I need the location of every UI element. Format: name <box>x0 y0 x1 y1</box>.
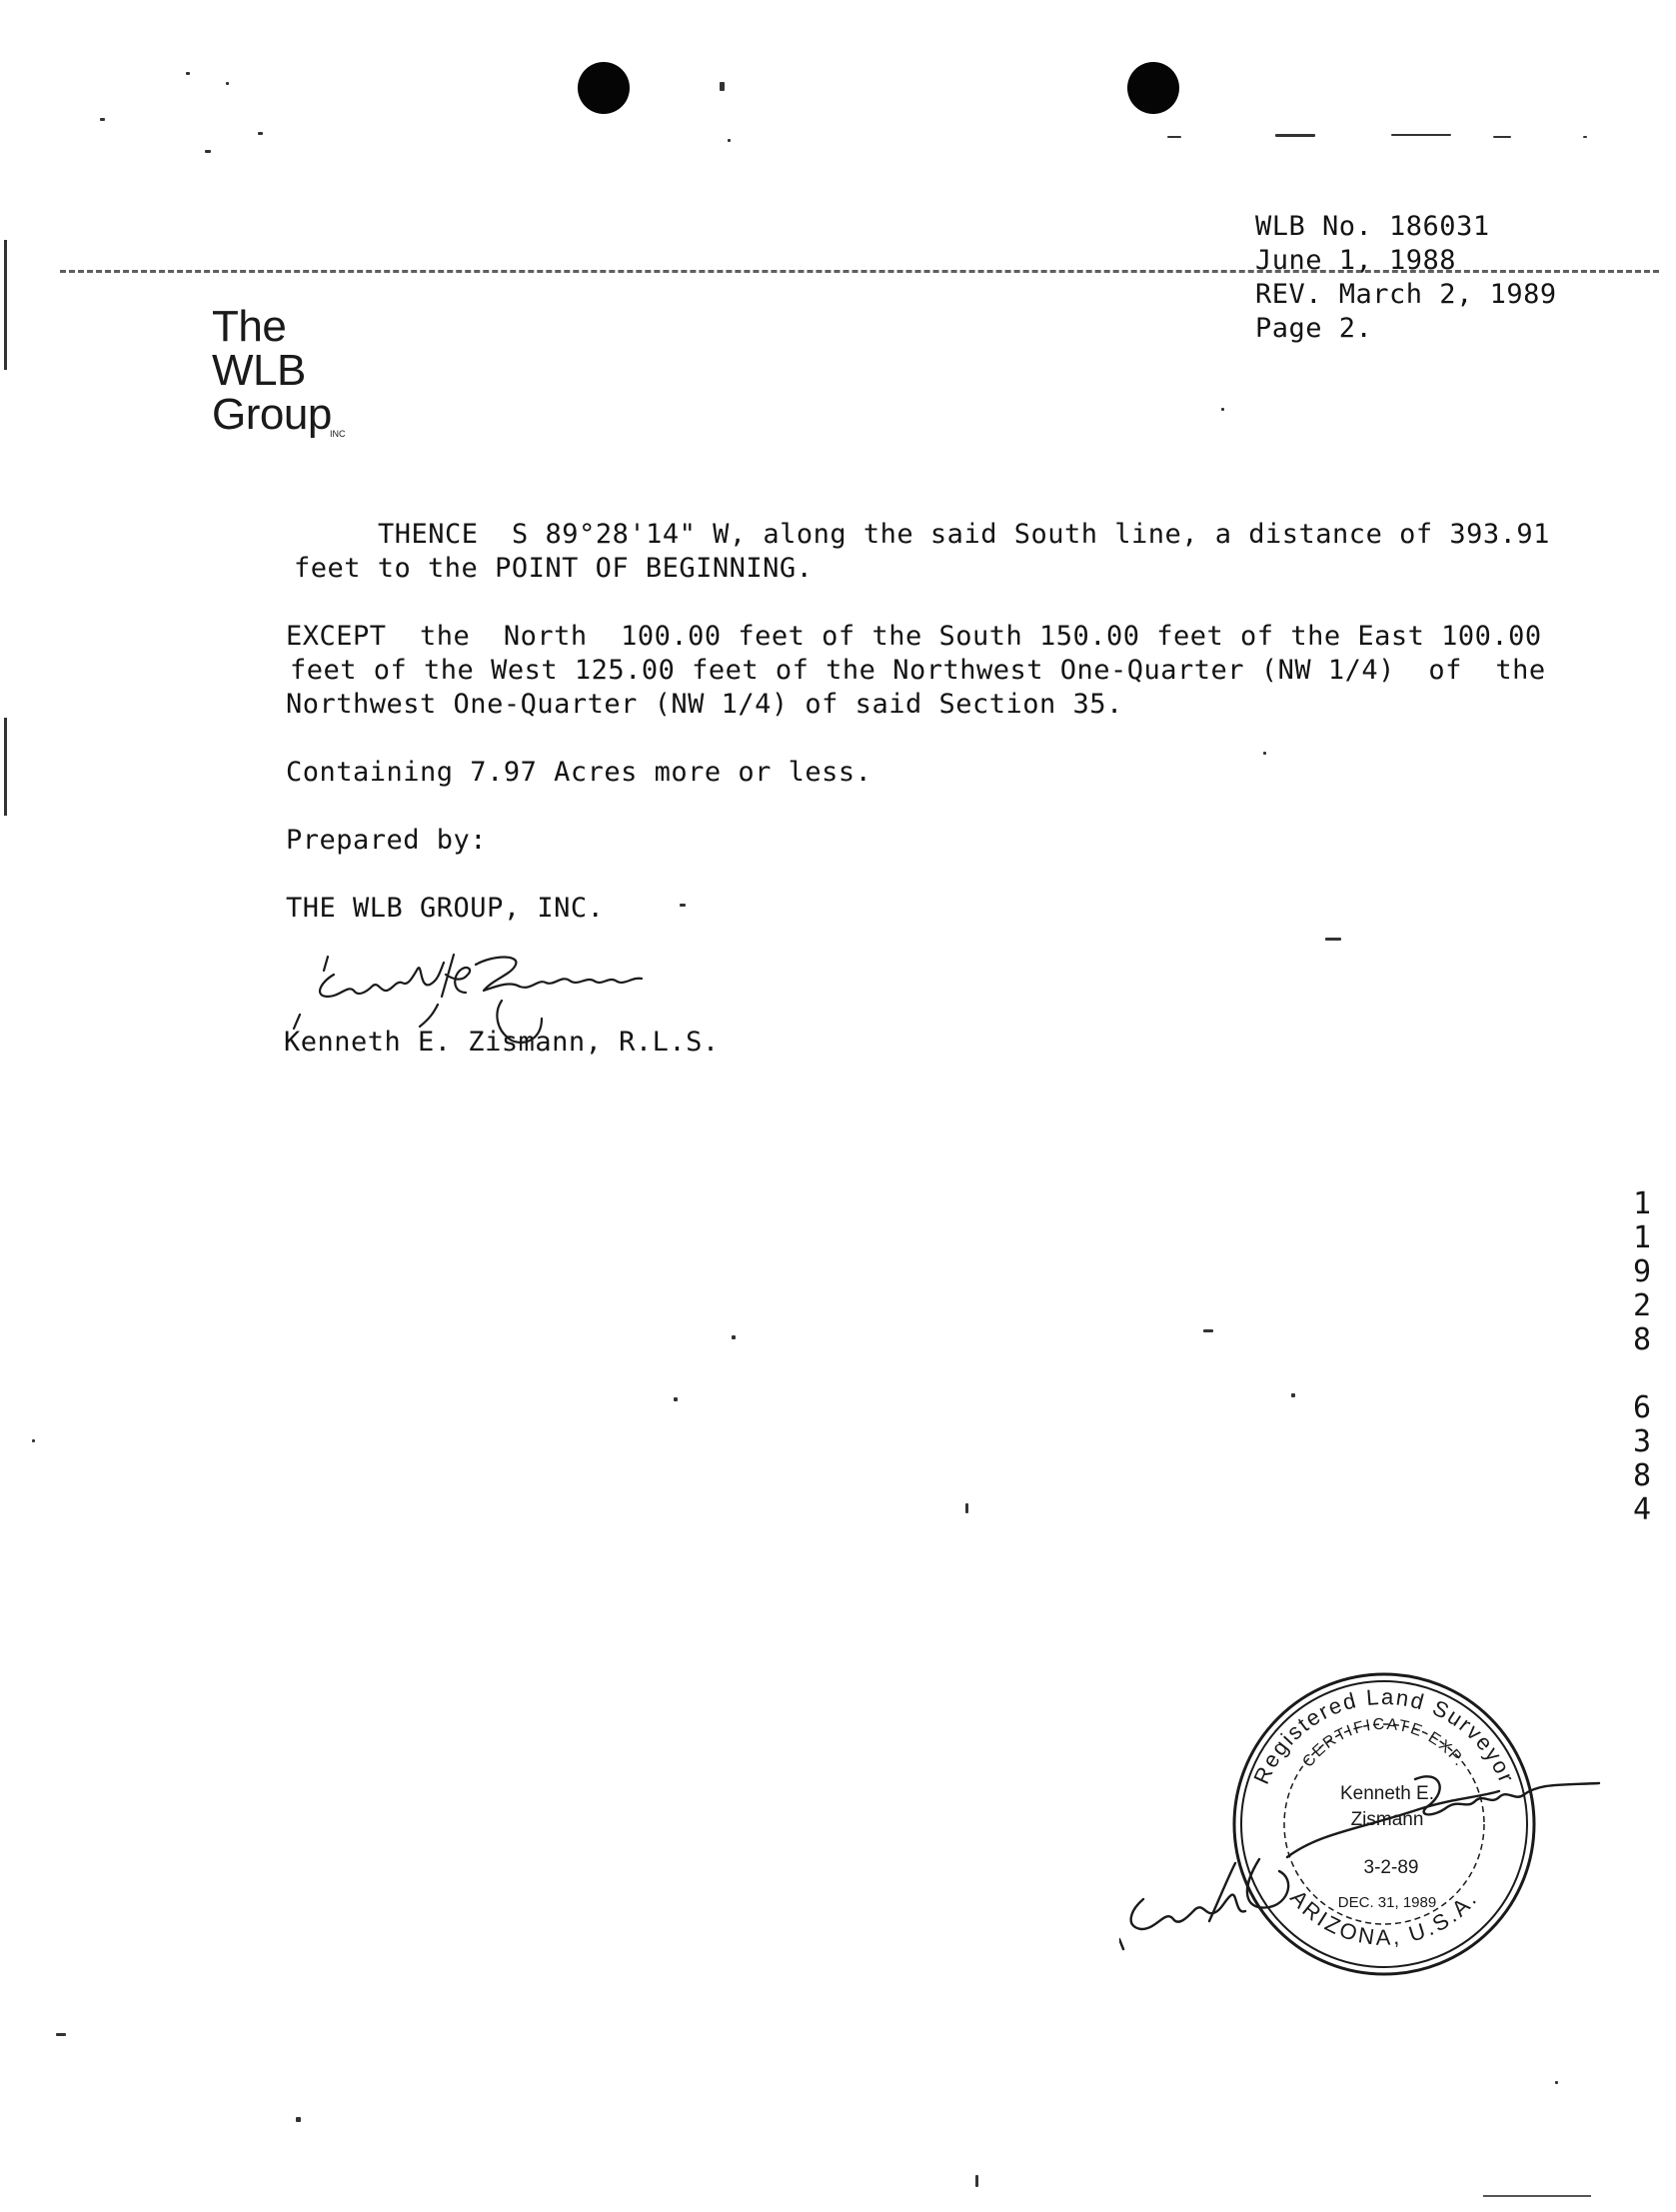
scan-speck <box>965 1503 968 1513</box>
company-logo <box>212 302 346 439</box>
scan-speck <box>728 139 731 142</box>
scan-speck <box>680 904 686 907</box>
scan-speck <box>1391 134 1451 136</box>
prepared-by-label: Prepared by: <box>286 825 488 856</box>
seal-date-signed: 3-2-89 <box>1363 1857 1419 1878</box>
recording-digit: 6 <box>1632 1390 1652 1425</box>
surveyor-seal <box>1119 1659 1639 1999</box>
recording-digit: 8 <box>1632 1322 1652 1357</box>
recording-digit: 1 <box>1632 1220 1652 1255</box>
recording-digit: 8 <box>1632 1458 1652 1493</box>
para1-line2: feet to the POINT OF BEGINNING. <box>294 553 814 584</box>
company-name: THE WLB GROUP, INC. <box>286 893 605 924</box>
revision-date: REV. March 2, 1989 <box>1255 279 1557 310</box>
footer-rule <box>1483 2195 1591 2197</box>
para2-line1: EXCEPT the North 100.00 feet of the South 150.00 feet of the East 100.00 <box>286 621 1542 652</box>
page-number: Page 2. <box>1255 313 1373 344</box>
reference-number: WLB No. 186031 <box>1255 211 1490 242</box>
seal-expiry: DEC. 31, 1989 <box>1337 1894 1437 1911</box>
logo-line-the: The <box>212 302 287 351</box>
scan-speck <box>296 2117 301 2122</box>
scan-speck <box>186 72 190 75</box>
scan-speck <box>720 82 725 91</box>
svg-text:Registered Land Surveyor <box>1248 1684 1519 1788</box>
scan-speck <box>1493 136 1511 138</box>
seal-certificate-text: CERTIFICATE EXP. <box>1299 1715 1469 1771</box>
scan-speck <box>732 1335 736 1339</box>
scan-speck <box>100 118 105 121</box>
scan-speck <box>1203 1329 1213 1332</box>
recording-digit: 1 <box>1632 1186 1652 1221</box>
recording-digit: 9 <box>1632 1254 1652 1289</box>
hole-punch-left <box>578 62 630 114</box>
scan-edge-mark <box>4 240 7 370</box>
handwritten-signature <box>280 935 760 1095</box>
scan-speck <box>258 132 263 135</box>
scan-speck <box>1275 134 1315 137</box>
para2-line2: feet of the West 125.00 feet of the Northwest One-Quarter (NW 1/4) of the <box>290 655 1546 686</box>
scan-edge-mark <box>4 718 7 816</box>
scan-speck <box>1263 752 1266 755</box>
scan-speck <box>975 2175 978 2187</box>
recording-digit: 4 <box>1632 1492 1652 1527</box>
logo-inc: INC <box>330 429 346 439</box>
acreage-statement: Containing 7.97 Acres more or less. <box>286 757 872 788</box>
reference-date: June 1, 1988 <box>1255 245 1457 276</box>
seal-bottom-text: ARIZONA, U.S.A. <box>1285 1884 1483 1950</box>
seal-top-text: Registered Land Surveyor <box>1248 1683 1520 1788</box>
seal-name-line2: Zismann <box>1350 1809 1424 1830</box>
scan-speck <box>1291 1393 1295 1397</box>
scan-speck <box>1167 136 1181 138</box>
scan-speck <box>32 1439 35 1442</box>
scan-speck <box>205 150 211 153</box>
scan-speck <box>56 2033 66 2036</box>
para2-line3: Northwest One-Quarter (NW 1/4) of said Section 35. <box>286 689 1123 720</box>
scan-speck <box>1325 938 1341 941</box>
recording-number <box>1627 1187 1657 1527</box>
logo-line-group: Group <box>212 390 332 439</box>
scan-speck <box>1221 408 1224 411</box>
scan-speck <box>674 1397 678 1401</box>
recording-digit: 2 <box>1632 1288 1652 1323</box>
seal-name-line1: Kenneth E. <box>1339 1783 1435 1804</box>
recording-digit: 3 <box>1632 1424 1652 1459</box>
scan-speck <box>1583 136 1587 138</box>
logo-line-wlb: WLB <box>212 346 306 395</box>
document-reference <box>1255 210 1557 346</box>
hole-punch-right <box>1127 62 1179 114</box>
para1-line1: THENCE S 89°28'14" W, along the said South line, a distance of 393.91 <box>378 519 1550 550</box>
scan-speck <box>226 82 229 85</box>
scan-speck <box>1555 2081 1558 2084</box>
signer-name: Kenneth E. Zismann, R.L.S. <box>284 1027 720 1058</box>
